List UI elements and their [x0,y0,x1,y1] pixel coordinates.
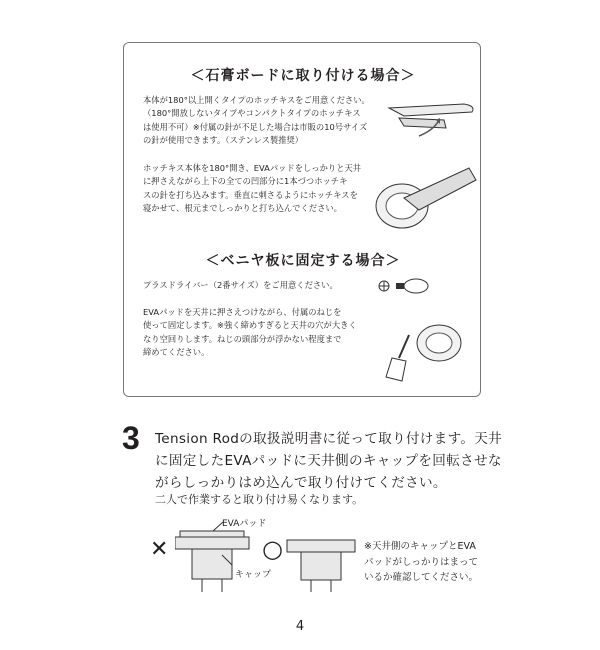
wrong-mark-icon: ✕ [150,537,169,562]
installation-methods-box [123,42,481,397]
fit-check-note: ※天井側のキャップとEVA パッドがしっかりはまって いるか確認してください。 [364,541,479,583]
plywood-para-1: プラスドライバー（2番サイズ）をご用意ください。 [143,280,338,290]
correct-fit-illustration [286,530,366,592]
correct-mark-icon: ○ [262,535,283,563]
step-instruction: Tension Rodの取扱説明書に従って取り付けます。天井 に固定したEVAパッドに天井側のキャップを回転させな がらしっかりはめ込んで取り付けてください。 [155,431,503,491]
gypsum-para-1: 本体が180°以上開くタイプのホッチキスをご用意ください。 （180°開放しないタイプやコンパクトタイプのホッチキス は使用不可）※付属の針が不足した場合は市販の10号サイズ の針が使用できます。（ステンレス製推奨） [143,95,370,146]
stapler-illustration [384,98,479,143]
stapler-on-pad-illustration [364,158,479,238]
wrong-fit-illustration [175,520,265,592]
screwdriver-illustration [374,273,479,388]
gypsum-section-title: ＜石膏ボードに取り付ける場合＞ [190,68,416,84]
eva-pad-label: EVAパッド [222,519,267,529]
gypsum-para-2: ホッチキス本体を180°開き、EVAパッドをしっかりと天井 に押さえながら上下の全ての凹部分に1本づつホッチキ スの針を打ち込みます。垂直に刺さるようにホッチキスを 寝かせて、根元までしっかりと打ち込んでください。 [143,163,362,214]
step-number: 3 [122,420,140,456]
page-number: 4 [295,619,305,634]
plywood-section-title: ＜ベニヤ板に固定する場合＞ [205,253,401,269]
cap-label: キャップ [235,570,272,580]
step-tip: 二人で作業すると取り付け易くなります。 [155,493,364,506]
plywood-para-2: EVAパッドを天井に押さえつけながら、付属のねじを 使って固定します。※強く締めすぎると天井の穴が大きく なり空回りします。ねじの頭部分が浮かない程度まで 締めてください。 [143,307,357,358]
